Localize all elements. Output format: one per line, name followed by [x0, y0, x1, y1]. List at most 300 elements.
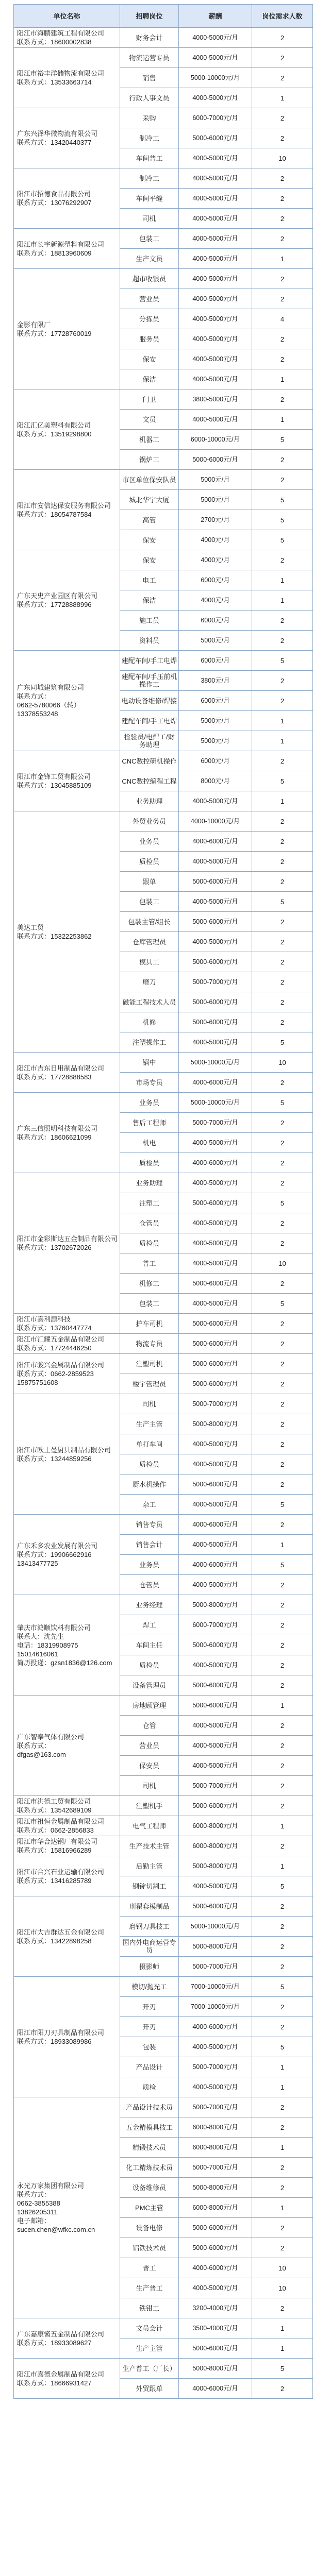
table-row [14, 1836, 313, 1856]
count-cell: 1 [252, 2057, 313, 2077]
salary-cell: 3800元/月 [179, 671, 252, 691]
salary-cell: 6000-8000元/月 [179, 1836, 252, 1856]
position-cell: 仓管员 [120, 1575, 179, 1595]
salary-cell: 4000-5000元/月 [179, 1756, 252, 1776]
position-cell: 物流运营专员 [120, 48, 179, 68]
salary-cell: 4000-5000元/月 [179, 1535, 252, 1555]
company-line: 联系方式：13416285789 [17, 1876, 92, 1885]
count-cell: 2 [252, 48, 313, 68]
count-cell: 2 [252, 1796, 313, 1816]
company-line: 阳江市金彩斯达五金制品有限公司 [17, 1235, 118, 1243]
count-cell: 5 [252, 430, 313, 450]
position-cell: 业务助理 [120, 1173, 179, 1193]
count-cell: 2 [252, 1917, 313, 1937]
salary-cell: 4000-5000元/月 [179, 88, 252, 108]
count-cell: 1 [252, 590, 313, 611]
count-cell: 2 [252, 671, 313, 691]
position-cell: 保安 [120, 349, 179, 369]
position-cell: 包装工 [120, 1294, 179, 1314]
position-cell: 保安员 [120, 1756, 179, 1776]
count-cell: 2 [252, 229, 313, 249]
count-cell: 2 [252, 289, 313, 309]
company-line: 阳江市洪德工贸有限公司 [17, 1798, 91, 1805]
count-cell: 2 [252, 349, 313, 369]
position-cell: 保洁 [120, 590, 179, 611]
count-cell: 2 [252, 872, 313, 892]
salary-cell: 5000-7000元/月 [179, 2057, 252, 2077]
salary-cell: 4000-5000元/月 [179, 1716, 252, 1736]
salary-cell: 5000-6000元/月 [179, 128, 252, 148]
company-line: 联系方式：13533663714 [17, 78, 92, 86]
salary-cell: 4000-5000元/月 [179, 148, 252, 168]
position-cell: 销售 [120, 68, 179, 88]
company-cell [14, 811, 120, 1053]
position-cell: 门卫 [120, 389, 179, 410]
salary-cell: 5000-10000元/月 [179, 1093, 252, 1113]
count-cell: 2 [252, 470, 313, 490]
table-row [14, 389, 313, 410]
count-cell: 2 [252, 1635, 313, 1655]
table-row [14, 1515, 313, 1535]
company-cell [14, 1836, 120, 1856]
count-cell: 2 [252, 1374, 313, 1394]
company-line: 联系方式：0662-2859523 [17, 1370, 94, 1378]
company-cell [14, 1696, 120, 1796]
table-row [14, 2318, 313, 2338]
count-cell: 2 [252, 1354, 313, 1374]
position-cell: CNC数控研机操作 [120, 751, 179, 771]
position-cell: 营业员 [120, 1736, 179, 1756]
position-cell: 市场专员 [120, 1073, 179, 1093]
company-line: 金影有限厂 [17, 320, 51, 329]
position-cell: 业务员 [120, 832, 179, 852]
header-count: 岗位需求人数 [252, 5, 313, 28]
company-cell [14, 1816, 120, 1836]
table-row [14, 1354, 313, 1374]
company-line: 电子邮箱： [17, 2217, 51, 2225]
position-cell: 包装主管/组长 [120, 912, 179, 932]
count-cell: 10 [252, 2258, 313, 2278]
position-cell: 业务经理 [120, 1595, 179, 1615]
count-cell: 2 [252, 209, 313, 229]
position-cell: 注塑工 [120, 1193, 179, 1213]
position-cell: 锅炉工 [120, 450, 179, 470]
company-line: 广东同城建筑有限公司 [17, 684, 85, 691]
position-cell: 生产文员 [120, 249, 179, 269]
count-cell: 2 [252, 2379, 313, 2399]
company-line: 阳江市华合达钢厂有限公司 [17, 1838, 98, 1845]
company-cell [14, 28, 120, 48]
company-line: 联系方式： [17, 1741, 51, 1750]
position-cell: 磁能工程技术人员 [120, 992, 179, 1012]
salary-cell: 3200-4000元/月 [179, 2298, 252, 2318]
position-cell: 营业员 [120, 289, 179, 309]
position-cell: 资料员 [120, 631, 179, 651]
salary-cell: 5000-7000元/月 [179, 972, 252, 992]
position-cell: 文员会计 [120, 2318, 179, 2338]
salary-cell: 4000-6000元/月 [179, 1073, 252, 1093]
company-line: 联系方式：13760447774 [17, 1324, 92, 1332]
salary-cell: 5000-6000元/月 [179, 992, 252, 1012]
salary-cell: 5000-8000元/月 [179, 1937, 252, 1957]
position-cell: 生产普工（厂长） [120, 2359, 179, 2379]
company-cell [14, 2097, 120, 2318]
company-line: 13378553248 [17, 710, 58, 718]
position-cell: 财务会计 [120, 28, 179, 48]
position-cell: 建配车间/手工电焊 [120, 651, 179, 671]
count-cell: 2 [252, 2017, 313, 2037]
table-row [14, 751, 313, 771]
company-line: 阳江市祖恒金属制品有限公司 [17, 1818, 105, 1825]
company-cell [14, 470, 120, 550]
company-cell [14, 1515, 120, 1595]
salary-cell: 5000-10000元/月 [179, 68, 252, 88]
count-cell: 2 [252, 631, 313, 651]
salary-cell: 4000-5000元/月 [179, 309, 252, 329]
table-row [14, 1595, 313, 1615]
position-cell: 车间普工 [120, 148, 179, 168]
count-cell: 2 [252, 1575, 313, 1595]
salary-cell: 5000-6000元/月 [179, 450, 252, 470]
company-line: 广东天史产业园区有限公司 [17, 592, 98, 600]
position-cell: 机器工 [120, 430, 179, 450]
salary-cell: 5000元/月 [179, 711, 252, 731]
company-line: 联系方式：13542689109 [17, 1806, 92, 1814]
count-cell: 1 [252, 2138, 313, 2158]
company-cell [14, 1896, 120, 1977]
company-line: 美达工贸 [17, 923, 44, 931]
salary-cell: 5000-6000元/月 [179, 1334, 252, 1354]
table-row [14, 1173, 313, 1193]
salary-cell: 4000-6000元/月 [179, 2258, 252, 2278]
count-cell: 2 [252, 1012, 313, 1032]
count-cell: 2 [252, 1655, 313, 1675]
position-cell: 质检员 [120, 1655, 179, 1675]
position-cell: 铝铁技术员 [120, 2238, 179, 2258]
position-cell: 包装工 [120, 892, 179, 912]
company-cell [14, 1354, 120, 1394]
position-cell: 房地顾管理 [120, 1696, 179, 1716]
count-cell: 2 [252, 1776, 313, 1796]
count-cell: 1 [252, 791, 313, 811]
position-cell: 制冷工 [120, 128, 179, 148]
company-line: 阳江市嘉利源科技 [17, 1315, 71, 1323]
count-cell: 2 [252, 550, 313, 570]
salary-cell: 4000-5000元/月 [179, 852, 252, 872]
company-line: 联系方式：18813960609 [17, 249, 92, 257]
company-line: 联系方式：17728760019 [17, 329, 92, 337]
position-cell: 文员 [120, 410, 179, 430]
count-cell: 5 [252, 530, 313, 550]
salary-cell: 5000-6000元/月 [179, 1475, 252, 1495]
count-cell: 2 [252, 269, 313, 289]
count-cell: 2 [252, 2178, 313, 2198]
salary-cell: 4000元/月 [179, 590, 252, 611]
salary-cell: 5000-10000元/月 [179, 1053, 252, 1073]
company-line: 联系方式：13420440377 [17, 139, 92, 146]
count-cell: 1 [252, 1856, 313, 1876]
salary-cell: 5000-10000元/月 [179, 1917, 252, 1937]
salary-cell: 4000-5000元/月 [179, 1294, 252, 1314]
table-row [14, 1314, 313, 1334]
position-cell: 磨钢刀具技工 [120, 1917, 179, 1937]
salary-cell: 5000-7000元/月 [179, 1394, 252, 1414]
company-cell [14, 1053, 120, 1093]
company-cell [14, 168, 120, 229]
position-cell: 楼宇管理员 [120, 1374, 179, 1394]
position-cell: 产品设计 [120, 2057, 179, 2077]
count-cell: 2 [252, 1173, 313, 1193]
salary-cell: 4000-5000元/月 [179, 2037, 252, 2057]
count-cell: 2 [252, 912, 313, 932]
table-row [14, 1334, 313, 1354]
count-cell: 2 [252, 972, 313, 992]
company-cell [14, 1394, 120, 1515]
table-row [14, 269, 313, 289]
salary-cell: 4000-5000元/月 [179, 1655, 252, 1675]
position-cell: 建配车间/手压前机操作工 [120, 671, 179, 691]
position-cell: 机修工 [120, 1274, 179, 1294]
salary-cell: 5000-6000元/月 [179, 1675, 252, 1696]
company-line: 联系方式：15816966289 [17, 1846, 92, 1854]
position-cell: 注塑操作工 [120, 1032, 179, 1053]
company-cell [14, 389, 120, 470]
table-row [14, 1394, 313, 1414]
salary-cell: 2700元/月 [179, 510, 252, 530]
salary-cell: 4000-5000元/月 [179, 1454, 252, 1475]
count-cell: 2 [252, 108, 313, 128]
position-cell: 司机 [120, 1394, 179, 1414]
count-cell: 2 [252, 1595, 313, 1615]
position-cell: 采购 [120, 108, 179, 128]
company-line: 联系方式：18054787584 [17, 510, 92, 518]
salary-cell: 5000-6000元/月 [179, 1374, 252, 1394]
salary-cell: 5000元/月 [179, 631, 252, 651]
company-line: 肇庆市鸿顺饮料有限公司 [17, 1623, 91, 1632]
salary-cell: 3500-4000元/月 [179, 2318, 252, 2338]
salary-cell: 4000-5000元/月 [179, 1736, 252, 1756]
salary-cell: 6000-8000元/月 [179, 1816, 252, 1836]
salary-cell: 5000-6000元/月 [179, 1193, 252, 1213]
header-salary: 薪酬 [179, 5, 252, 28]
table-row [14, 1796, 313, 1816]
company-line: 阳江市汇耀五金制品有限公司 [17, 1335, 105, 1343]
position-cell: 城北华宇大厦 [120, 490, 179, 510]
company-line: 联系方式：17728888583 [17, 1073, 92, 1081]
count-cell: 1 [252, 88, 313, 108]
position-cell: CNC数控编程工程 [120, 771, 179, 791]
table-row [14, 168, 313, 189]
salary-cell: 7000-10000元/月 [179, 1997, 252, 2017]
company-cell [14, 1595, 120, 1696]
count-cell: 2 [252, 2158, 313, 2178]
count-cell: 2 [252, 1515, 313, 1535]
count-cell: 5 [252, 1294, 313, 1314]
salary-cell: 5000-7000元/月 [179, 2097, 252, 2117]
position-cell: 业务员 [120, 1093, 179, 1113]
position-cell: 磨刀 [120, 972, 179, 992]
salary-cell: 4000-5000元/月 [179, 1173, 252, 1193]
salary-cell: 5000元/月 [179, 470, 252, 490]
position-cell: 厨水机操作 [120, 1475, 179, 1495]
position-cell: 设备管理员 [120, 1675, 179, 1696]
company-line: sucen.chen@wfkc.com.cn [17, 2226, 95, 2233]
salary-cell: 6000-8000元/月 [179, 2138, 252, 2158]
count-cell: 5 [252, 651, 313, 671]
count-cell: 1 [252, 2198, 313, 2218]
position-cell: 生产主管 [120, 1414, 179, 1434]
count-cell: 2 [252, 832, 313, 852]
salary-cell: 5000-6000元/月 [179, 1635, 252, 1655]
count-cell: 1 [252, 369, 313, 389]
salary-cell: 5000-6000元/月 [179, 872, 252, 892]
company-line: 13826205311 [17, 2208, 58, 2216]
company-line: 15875751608 [17, 1379, 58, 1386]
count-cell: 1 [252, 570, 313, 590]
table-row [14, 1696, 313, 1716]
count-cell: 5 [252, 1093, 313, 1113]
position-cell: 保安 [120, 530, 179, 550]
count-cell: 1 [252, 1696, 313, 1716]
position-cell: 外贸业务员 [120, 811, 179, 832]
position-cell: 电动设备维修/焊接 [120, 691, 179, 711]
salary-cell: 6000-8000元/月 [179, 2117, 252, 2138]
position-cell: 施工员 [120, 611, 179, 631]
position-cell: 司机 [120, 1776, 179, 1796]
position-cell: 模具工 [120, 952, 179, 972]
company-line: 联系方式： [17, 2191, 51, 2198]
salary-cell: 5000-8000元/月 [179, 2359, 252, 2379]
table-row [14, 2359, 313, 2379]
company-line: 联系方式：17728888996 [17, 601, 92, 608]
count-cell: 1 [252, 1535, 313, 1555]
salary-cell: 5000-6000元/月 [179, 1274, 252, 1294]
position-cell: 开刃 [120, 1997, 179, 2017]
salary-cell: 6000-8000元/月 [179, 2198, 252, 2218]
salary-cell: 4000-5000元/月 [179, 791, 252, 811]
position-cell: 质检员 [120, 852, 179, 872]
count-cell: 2 [252, 1233, 313, 1253]
position-cell: 服务员 [120, 329, 179, 349]
company-cell [14, 751, 120, 811]
position-cell: 生产普工 [120, 2278, 179, 2298]
count-cell: 2 [252, 1314, 313, 1334]
count-cell: 2 [252, 691, 313, 711]
company-cell [14, 550, 120, 651]
salary-cell: 4000-5000元/月 [179, 249, 252, 269]
count-cell: 2 [252, 852, 313, 872]
company-line: 联系方式：18933089627 [17, 2338, 92, 2347]
salary-cell: 5000-6000元/月 [179, 1354, 252, 1374]
salary-cell: 4000-5000元/月 [179, 1575, 252, 1595]
salary-cell: 4000-5000元/月 [179, 229, 252, 249]
position-cell: 市区单位保安队员 [120, 470, 179, 490]
company-line: 13413477725 [17, 1560, 58, 1567]
position-cell: 钢锭切割工 [120, 1876, 179, 1896]
salary-cell: 4000-5000元/月 [179, 892, 252, 912]
position-cell: 检验员/电焊工/财务助理 [120, 731, 179, 751]
position-cell: 仓管 [120, 1716, 179, 1736]
company-line: 简历投递：gzsn1836@126.com [17, 1658, 112, 1667]
salary-cell: 4000元/月 [179, 530, 252, 550]
count-cell: 2 [252, 932, 313, 952]
count-cell: 2 [252, 1997, 313, 2017]
salary-cell: 6000-7000元/月 [179, 108, 252, 128]
salary-cell: 5000-6000元/月 [179, 1012, 252, 1032]
count-cell: 2 [252, 952, 313, 972]
count-cell: 2 [252, 1896, 313, 1917]
table-row [14, 811, 313, 832]
table-row [14, 2097, 313, 2117]
count-cell: 2 [252, 28, 313, 48]
salary-cell: 6000-7000元/月 [179, 1615, 252, 1635]
position-cell: 设备维修员 [120, 2178, 179, 2198]
salary-cell: 6000元/月 [179, 751, 252, 771]
position-cell: 外贸跟单 [120, 2379, 179, 2399]
position-cell: 超市收银员 [120, 269, 179, 289]
company-line: 15014616061 [17, 1650, 58, 1658]
position-cell: 国内外电商运营专员 [120, 1937, 179, 1957]
table-row [14, 1856, 313, 1876]
position-cell: 护车司机 [120, 1314, 179, 1334]
position-cell: 生产技术主管 [120, 1836, 179, 1856]
position-cell: 机电 [120, 1133, 179, 1153]
position-cell: 司机 [120, 209, 179, 229]
header-row [14, 5, 313, 28]
count-cell: 2 [252, 992, 313, 1012]
salary-cell: 5000-7000元/月 [179, 1113, 252, 1133]
salary-cell: 6000元/月 [179, 611, 252, 631]
salary-cell: 4000-6000元/月 [179, 2379, 252, 2399]
company-line: 联系方式：13045885109 [17, 782, 92, 789]
company-line: 阳江市裕丰洋储物流有限公司 [17, 70, 105, 77]
table-row [14, 550, 313, 570]
table-row [14, 1053, 313, 1073]
salary-cell: 4000-6000元/月 [179, 832, 252, 852]
position-cell: 分拣员 [120, 309, 179, 329]
salary-cell: 4000-5000元/月 [179, 269, 252, 289]
company-line: 广东智奉气体有限公司 [17, 1733, 85, 1741]
position-cell: 生产主管 [120, 2338, 179, 2359]
position-cell: 电气工程师 [120, 1816, 179, 1836]
count-cell: 5 [252, 510, 313, 530]
count-cell: 2 [252, 1475, 313, 1495]
salary-cell: 5000-6000元/月 [179, 2338, 252, 2359]
position-cell: PMC主管 [120, 2198, 179, 2218]
company-cell [14, 2359, 120, 2399]
position-cell: 仓管员 [120, 1213, 179, 1233]
salary-cell: 5000-6000元/月 [179, 952, 252, 972]
salary-cell: 6000元/月 [179, 691, 252, 711]
count-cell: 2 [252, 329, 313, 349]
position-cell: 售后工程师 [120, 1113, 179, 1133]
count-cell: 5 [252, 2037, 313, 2057]
count-cell: 10 [252, 1253, 313, 1274]
company-line: 联系方式：13076292907 [17, 199, 92, 207]
salary-cell: 4000-5000元/月 [179, 410, 252, 430]
salary-cell: 5000元/月 [179, 490, 252, 510]
table-row [14, 1816, 313, 1836]
company-line: 阳江市海鹏建筑工程有限公司 [17, 29, 105, 37]
count-cell: 2 [252, 1394, 313, 1414]
company-cell [14, 269, 120, 389]
position-cell: 注塑机手 [120, 1796, 179, 1816]
salary-cell: 5000-8000元/月 [179, 1856, 252, 1876]
salary-cell: 4000-5000元/月 [179, 28, 252, 48]
salary-cell: 4000-5000元/月 [179, 349, 252, 369]
salary-cell: 4000-5000元/月 [179, 168, 252, 189]
position-cell: 开刃 [120, 2017, 179, 2037]
